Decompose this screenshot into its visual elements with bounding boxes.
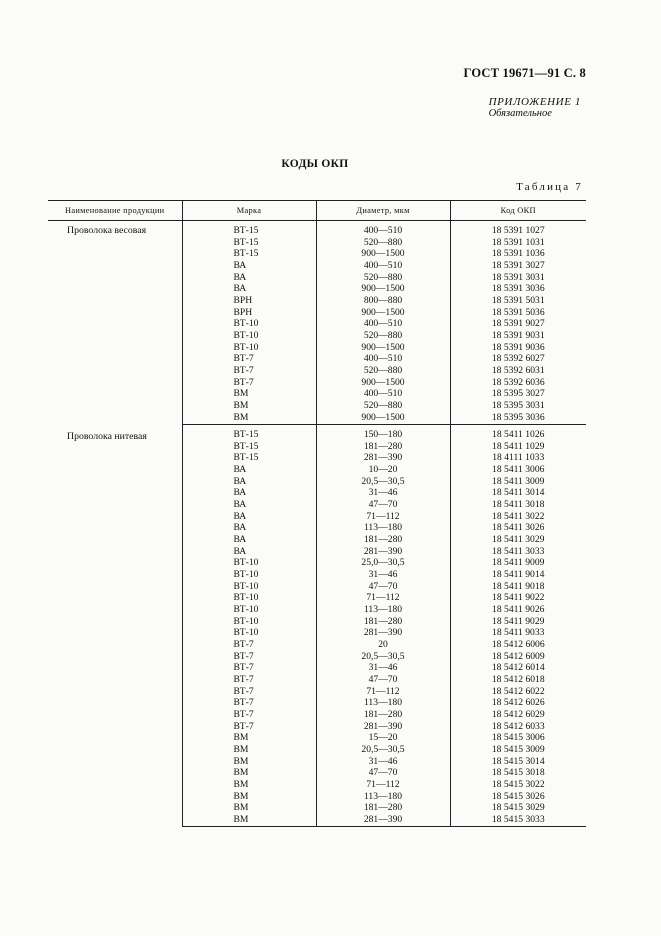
okp-code-cell: 18 5411 9033 <box>450 627 586 639</box>
grade-cell: ВА <box>182 546 316 558</box>
grade-cell: ВА <box>182 260 316 272</box>
okp-code-cell: 18 5415 3029 <box>450 802 586 814</box>
okp-code-cell: 18 5395 3036 <box>450 412 586 425</box>
okp-codes-table <box>48 200 586 827</box>
okp-code-cell: 18 5411 3009 <box>450 476 586 488</box>
diameter-cell: 520—880 <box>316 365 450 377</box>
grade-cell: ВТ-7 <box>182 377 316 389</box>
grade-cell: ВМ <box>182 814 316 827</box>
okp-code-cell: 18 5415 3022 <box>450 779 586 791</box>
grade-cell: ВТ-10 <box>182 557 316 569</box>
grade-cell: ВТ-7 <box>182 365 316 377</box>
diameter-cell: 900—1500 <box>316 377 450 389</box>
okp-code-cell: 18 5411 3026 <box>450 522 586 534</box>
diameter-cell: 400—510 <box>316 260 450 272</box>
grade-cell: ВРН <box>182 295 316 307</box>
diameter-cell: 181—280 <box>316 534 450 546</box>
grade-cell: ВА <box>182 464 316 476</box>
grade-cell: ВТ-7 <box>182 662 316 674</box>
okp-code-cell: 18 5412 6018 <box>450 674 586 686</box>
column-header-product: Наименование продукции <box>48 201 182 221</box>
diameter-cell: 71—112 <box>316 779 450 791</box>
okp-code-cell: 18 5411 3033 <box>450 546 586 558</box>
diameter-cell: 900—1500 <box>316 412 450 425</box>
grade-cell: ВТ-15 <box>182 425 316 441</box>
diameter-cell: 150—180 <box>316 425 450 441</box>
diameter-cell: 281—390 <box>316 546 450 558</box>
diameter-cell: 20,5—30,5 <box>316 476 450 488</box>
diameter-cell: 15—20 <box>316 732 450 744</box>
diameter-cell: 181—280 <box>316 709 450 721</box>
diameter-cell: 113—180 <box>316 791 450 803</box>
diameter-cell: 520—880 <box>316 237 450 249</box>
grade-cell: ВТ-10 <box>182 592 316 604</box>
diameter-cell: 47—70 <box>316 767 450 779</box>
diameter-cell: 400—510 <box>316 353 450 365</box>
diameter-cell: 31—46 <box>316 756 450 768</box>
column-header-okp-code: Код ОКП <box>450 201 586 221</box>
okp-code-cell: 18 5391 5036 <box>450 307 586 319</box>
okp-code-cell: 18 5395 3031 <box>450 400 586 412</box>
grade-cell: ВМ <box>182 732 316 744</box>
diameter-cell: 900—1500 <box>316 307 450 319</box>
grade-cell: ВА <box>182 476 316 488</box>
grade-cell: ВА <box>182 499 316 511</box>
okp-code-cell: 18 5412 6026 <box>450 697 586 709</box>
grade-cell: ВТ-15 <box>182 237 316 249</box>
okp-code-cell: 18 5391 3031 <box>450 272 586 284</box>
grade-cell: ВА <box>182 534 316 546</box>
grade-cell: ВТ-10 <box>182 318 316 330</box>
diameter-cell: 800—880 <box>316 295 450 307</box>
okp-code-cell: 18 5411 9009 <box>450 557 586 569</box>
diameter-cell: 71—112 <box>316 592 450 604</box>
okp-code-cell: 18 5411 3022 <box>450 511 586 523</box>
column-header-diameter: Диаметр, мкм <box>316 201 450 221</box>
okp-code-cell: 18 5391 9031 <box>450 330 586 342</box>
grade-cell: ВМ <box>182 400 316 412</box>
okp-code-cell: 18 5411 1029 <box>450 441 586 453</box>
grade-cell: ВТ-10 <box>182 604 316 616</box>
section-title: КОДЫ ОКП <box>281 158 349 170</box>
appendix-status: Обязательное <box>488 108 552 119</box>
diameter-cell: 181—280 <box>316 802 450 814</box>
grade-cell: ВМ <box>182 779 316 791</box>
diameter-cell: 181—280 <box>316 616 450 628</box>
grade-cell: ВТ-7 <box>182 686 316 698</box>
diameter-cell: 71—112 <box>316 686 450 698</box>
grade-cell: ВМ <box>182 412 316 425</box>
grade-cell: ВТ-15 <box>182 248 316 260</box>
diameter-cell: 31—46 <box>316 487 450 499</box>
diameter-cell: 520—880 <box>316 330 450 342</box>
okp-code-cell: 18 5411 3006 <box>450 464 586 476</box>
diameter-cell: 20 <box>316 639 450 651</box>
grade-cell: ВТ-7 <box>182 353 316 365</box>
okp-code-cell: 18 5391 5031 <box>450 295 586 307</box>
product-name-cell: Проволока нитевая <box>67 430 147 442</box>
okp-code-cell: 18 5391 9027 <box>450 318 586 330</box>
okp-code-cell: 18 5391 1031 <box>450 237 586 249</box>
okp-code-cell: 18 5391 1036 <box>450 248 586 260</box>
table-group-weight-wire <box>48 221 586 425</box>
grade-cell: ВТ-7 <box>182 651 316 663</box>
grade-cell: ВТ-15 <box>182 441 316 453</box>
grade-cell: ВМ <box>182 388 316 400</box>
okp-code-cell: 18 5391 9036 <box>450 342 586 354</box>
grade-cell: ВМ <box>182 791 316 803</box>
diameter-cell: 47—70 <box>316 499 450 511</box>
okp-code-cell: 18 5392 6031 <box>450 365 586 377</box>
diameter-cell: 281—390 <box>316 452 450 464</box>
okp-code-cell: 18 5392 6027 <box>450 353 586 365</box>
diameter-cell: 900—1500 <box>316 248 450 260</box>
grade-cell: ВТ-7 <box>182 639 316 651</box>
diameter-cell: 900—1500 <box>316 342 450 354</box>
grade-cell: ВМ <box>182 756 316 768</box>
okp-code-cell: 18 5415 3006 <box>450 732 586 744</box>
okp-code-cell: 18 5412 6009 <box>450 651 586 663</box>
okp-code-cell: 18 5411 3014 <box>450 487 586 499</box>
grade-cell: ВМ <box>182 767 316 779</box>
appendix-block <box>489 96 581 120</box>
diameter-cell: 520—880 <box>316 272 450 284</box>
diameter-cell: 113—180 <box>316 522 450 534</box>
okp-code-cell: 18 5412 6033 <box>450 721 586 733</box>
okp-code-cell: 18 5391 3027 <box>450 260 586 272</box>
grade-cell: ВТ-15 <box>182 221 316 237</box>
diameter-cell: 25,0—30,5 <box>316 557 450 569</box>
diameter-cell: 31—46 <box>316 662 450 674</box>
table-header-row <box>48 201 586 221</box>
okp-code-cell: 18 5411 9026 <box>450 604 586 616</box>
grade-cell: ВМ <box>182 744 316 756</box>
diameter-cell: 400—510 <box>316 388 450 400</box>
diameter-cell: 20,5—30,5 <box>316 744 450 756</box>
column-header-grade: Марка <box>182 201 316 221</box>
okp-code-cell: 18 5412 6014 <box>450 662 586 674</box>
diameter-cell: 900—1500 <box>316 283 450 295</box>
diameter-cell: 47—70 <box>316 674 450 686</box>
okp-code-cell: 18 5415 3014 <box>450 756 586 768</box>
table-row <box>48 425 586 441</box>
table-group-thread-wire <box>48 425 586 827</box>
grade-cell: ВТ-15 <box>182 452 316 464</box>
okp-code-cell: 18 5411 9029 <box>450 616 586 628</box>
grade-cell: ВМ <box>182 802 316 814</box>
okp-code-cell: 18 5415 3033 <box>450 814 586 827</box>
grade-cell: ВА <box>182 487 316 499</box>
grade-cell: ВТ-10 <box>182 569 316 581</box>
diameter-cell: 31—46 <box>316 569 450 581</box>
diameter-cell: 400—510 <box>316 318 450 330</box>
okp-code-cell: 18 5411 9018 <box>450 581 586 593</box>
product-name-cell: Проволока весовая <box>67 225 147 236</box>
table-row <box>48 221 586 237</box>
diameter-cell: 400—510 <box>316 221 450 237</box>
okp-code-cell: 18 5391 3036 <box>450 283 586 295</box>
grade-cell: ВТ-7 <box>182 674 316 686</box>
okp-code-cell: 18 4111 1033 <box>450 452 586 464</box>
okp-code-cell: 18 5415 3009 <box>450 744 586 756</box>
appendix-title: ПРИЛОЖЕНИЕ 1 <box>488 96 581 108</box>
grade-cell: ВТ-10 <box>182 627 316 639</box>
okp-code-cell: 18 5411 3018 <box>450 499 586 511</box>
okp-code-cell: 18 5392 6036 <box>450 377 586 389</box>
grade-cell: ВА <box>182 272 316 284</box>
diameter-cell: 281—390 <box>316 814 450 827</box>
grade-cell: ВТ-10 <box>182 616 316 628</box>
grade-cell: ВА <box>182 522 316 534</box>
diameter-cell: 113—180 <box>316 604 450 616</box>
diameter-cell: 181—280 <box>316 441 450 453</box>
grade-cell: ВТ-7 <box>182 721 316 733</box>
grade-cell: ВТ-7 <box>182 709 316 721</box>
grade-cell: ВА <box>182 511 316 523</box>
okp-code-cell: 18 5411 9022 <box>450 592 586 604</box>
okp-code-cell: 18 5411 9014 <box>450 569 586 581</box>
okp-code-cell: 18 5415 3018 <box>450 767 586 779</box>
grade-cell: ВТ-10 <box>182 581 316 593</box>
grade-cell: ВРН <box>182 307 316 319</box>
grade-cell: ВТ-10 <box>182 342 316 354</box>
grade-cell: ВТ-10 <box>182 330 316 342</box>
okp-code-cell: 18 5415 3026 <box>450 791 586 803</box>
okp-code-cell: 18 5395 3027 <box>450 388 586 400</box>
diameter-cell: 71—112 <box>316 511 450 523</box>
diameter-cell: 113—180 <box>316 697 450 709</box>
diameter-cell: 281—390 <box>316 721 450 733</box>
diameter-cell: 520—880 <box>316 400 450 412</box>
okp-code-cell: 18 5412 6022 <box>450 686 586 698</box>
grade-cell: ВА <box>182 283 316 295</box>
diameter-cell: 10—20 <box>316 464 450 476</box>
okp-code-cell: 18 5411 1026 <box>450 425 586 441</box>
okp-code-cell: 18 5412 6006 <box>450 639 586 651</box>
okp-code-cell: 18 5411 3029 <box>450 534 586 546</box>
table-label: Таблица 7 <box>516 181 583 193</box>
diameter-cell: 281—390 <box>316 627 450 639</box>
diameter-cell: 47—70 <box>316 581 450 593</box>
okp-code-cell: 18 5412 6029 <box>450 709 586 721</box>
page-header: ГОСТ 19671—91 С. 8 <box>463 66 586 80</box>
diameter-cell: 20,5—30,5 <box>316 651 450 663</box>
grade-cell: ВТ-7 <box>182 697 316 709</box>
okp-code-cell: 18 5391 1027 <box>450 221 586 237</box>
